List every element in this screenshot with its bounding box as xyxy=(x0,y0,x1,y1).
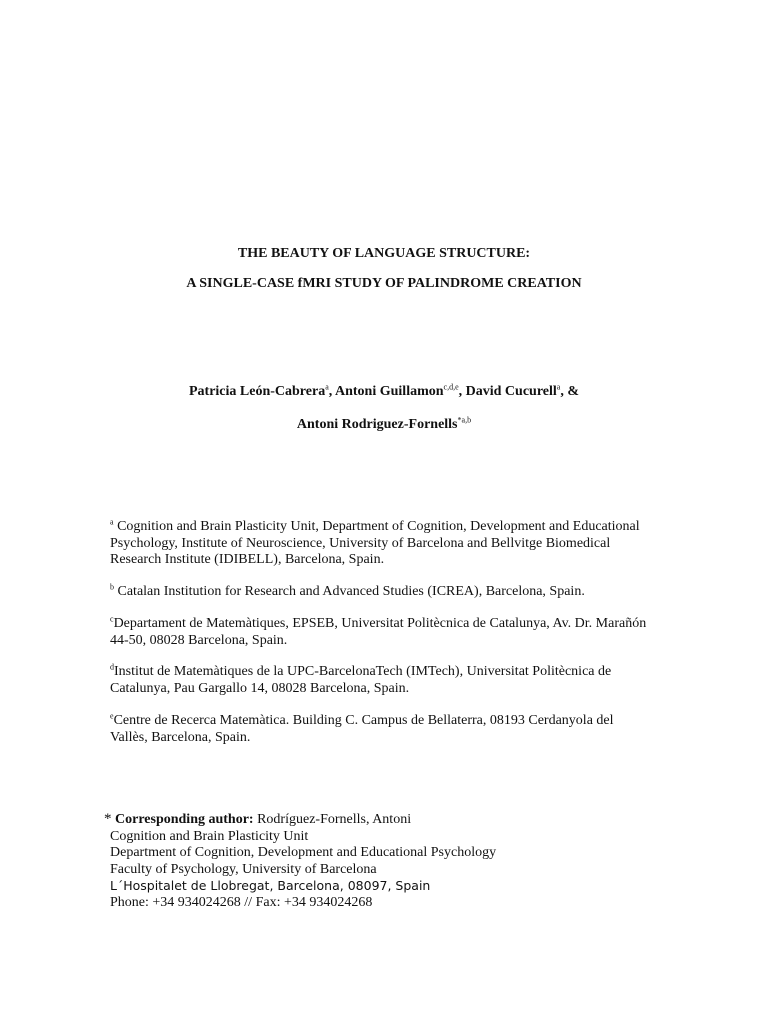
corresponding-author-label: Corresponding author: xyxy=(115,812,254,827)
affiliation-b xyxy=(110,584,650,601)
author-name: Antoni Guillamon xyxy=(335,384,444,399)
author-affiliation-mark: a xyxy=(556,382,561,392)
affiliation-mark: a xyxy=(110,517,114,527)
corresponding-contact: Phone: +34 934024268 // Fax: +34 934024268 xyxy=(110,894,373,910)
corresponding-author-block xyxy=(104,811,664,911)
affiliation-c xyxy=(110,616,650,649)
asterisk-mark: * xyxy=(104,811,112,827)
corresponding-author-heading xyxy=(104,811,664,829)
affiliation-text: Institut de Matemàtiques de la UPC-BarcelonaTech (IMTech), Universitat Politècnica de Catalunya, Pau Gargallo 14, 08028 Barcelona, Spain. xyxy=(110,664,612,696)
author-separator: , & xyxy=(560,384,580,399)
author-separator: , xyxy=(328,384,335,399)
author-name: Patricia León-Cabrera xyxy=(188,384,326,399)
author-name: Antoni Rodriguez-Fornells xyxy=(296,417,458,432)
author-separator: , xyxy=(458,384,466,399)
affiliation-text: Departament de Matemàtiques, EPSEB, Universitat Politècnica de Catalunya, Av. Dr. Marañón 44-50, 08028 Barcelona, Spain. xyxy=(110,616,647,648)
title-line-2: A SINGLE-CASE fMRI STUDY OF PALINDROME CREATION xyxy=(186,276,582,291)
author-name: David Cucurell xyxy=(465,384,557,399)
author-affiliation-mark: a xyxy=(325,382,329,392)
authors-line-2 xyxy=(0,416,768,434)
author-affiliation-mark: *a,b xyxy=(457,415,472,425)
affiliation-text: Cognition and Brain Plasticity Unit, Department of Cognition, Development and Educational Psychology, Institute of Neuroscience, University of Barcelona and Bellvitge Biomedical Research Institute (IDIBELL), Barcelona, Spain. xyxy=(110,519,640,567)
authors-line-1 xyxy=(0,383,768,401)
affiliation-text: Catalan Institution for Research and Advanced Studies (ICREA), Barcelona, Spain. xyxy=(114,584,585,599)
author-affiliation-mark: c,d,e xyxy=(443,382,459,392)
affiliation-text: Centre de Recerca Matemàtica. Building C. Campus de Bellaterra, 08193 Cerdanyola del Vallès, Barcelona, Spain. xyxy=(110,713,614,745)
affiliation-mark: c xyxy=(110,614,114,624)
corresponding-author-name: Rodríguez-Fornells, Antoni xyxy=(253,812,412,827)
affiliation-e xyxy=(110,713,650,746)
affiliation-mark: d xyxy=(110,662,114,672)
corresponding-line: Department of Cognition, Development and Educational Psychology xyxy=(110,845,497,860)
title-line-1: THE BEAUTY OF LANGUAGE STRUCTURE: xyxy=(237,246,531,261)
affiliation-d xyxy=(110,664,650,697)
corresponding-address: L´Hospitalet de Llobregat, Barcelona, 08097, Spain xyxy=(110,878,431,893)
affiliation-a xyxy=(110,519,650,569)
affiliation-mark: b xyxy=(110,582,114,592)
corresponding-line: Cognition and Brain Plasticity Unit xyxy=(110,828,309,844)
corresponding-line: Faculty of Psychology, University of Barcelona xyxy=(110,861,377,877)
affiliation-mark: e xyxy=(110,711,114,721)
